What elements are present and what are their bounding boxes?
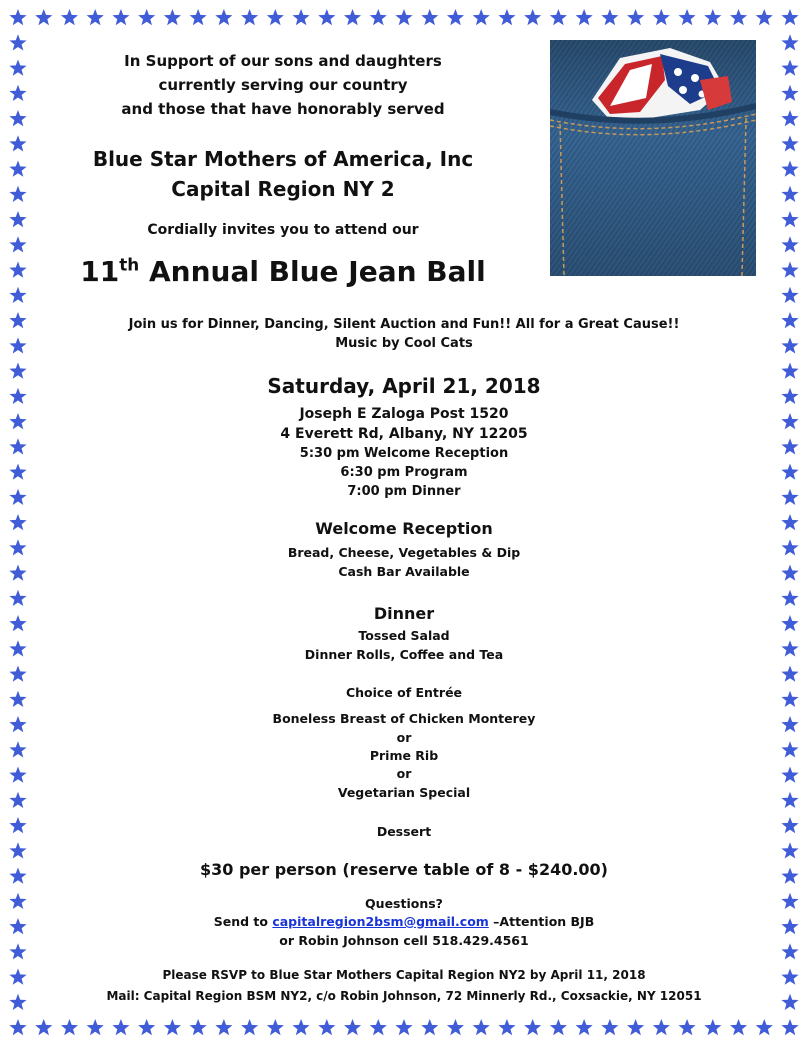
border-star-icon: [421, 1019, 438, 1035]
border-star-icon: [395, 1019, 412, 1035]
border-star-icon: [576, 9, 593, 25]
border-star-icon: [473, 1019, 490, 1035]
border-star-icon: [241, 9, 258, 25]
border-star-icon: [9, 135, 26, 151]
border-star-icon: [61, 9, 78, 25]
border-star-icon: [730, 1019, 747, 1035]
entree-choice-label: Choice of Entrée: [345, 685, 463, 700]
send-to-label: Send to: [213, 914, 273, 929]
border-star-icon: [781, 287, 798, 303]
border-star-icon: [781, 161, 798, 177]
invitation-line: Cordially invites you to attend our: [147, 222, 419, 238]
border-star-icon: [524, 1019, 541, 1035]
border-star-icon: [781, 666, 798, 682]
dinner-heading: Dinner: [373, 604, 435, 623]
schedule-dinner: 7:00 pm Dinner: [347, 484, 461, 499]
border-star-icon: [9, 287, 26, 303]
border-star-icon: [138, 1019, 155, 1035]
border-star-icon: [730, 9, 747, 25]
border-star-icon: [627, 9, 644, 25]
border-star-icon: [9, 186, 26, 202]
border-star-icon: [781, 85, 798, 101]
border-star-icon: [112, 9, 129, 25]
border-star-icon: [190, 1019, 207, 1035]
border-star-icon: [550, 9, 567, 25]
border-star-icon: [138, 9, 155, 25]
border-star-icon: [653, 9, 670, 25]
schedule-reception: 5:30 pm Welcome Reception: [299, 446, 509, 461]
border-star-icon: [679, 1019, 696, 1035]
border-star-icon: [9, 666, 26, 682]
border-star-icon: [87, 1019, 104, 1035]
border-star-icon: [9, 60, 26, 76]
border-star-icon: [627, 1019, 644, 1035]
reception-bar: Cash Bar Available: [338, 564, 470, 579]
org-chapter: Capital Region NY 2: [171, 177, 395, 201]
border-star-icon: [704, 9, 721, 25]
border-star-icon: [781, 186, 798, 202]
border-star-icon: [344, 9, 361, 25]
dessert-label: Dessert: [376, 824, 432, 839]
entree-prime-rib: Prime Rib: [369, 748, 439, 763]
event-title-text: Annual Blue Jean Ball: [139, 255, 486, 288]
border-star-icon: [9, 262, 26, 278]
border-star-icon: [318, 9, 335, 25]
border-star-icon: [781, 842, 798, 858]
border-star-icon: [781, 60, 798, 76]
border-star-icon: [447, 1019, 464, 1035]
border-star-icon: [473, 9, 490, 25]
border-star-icon: [653, 1019, 670, 1035]
border-star-icon: [524, 9, 541, 25]
border-star-icon: [61, 1019, 78, 1035]
dinner-rolls: Dinner Rolls, Coffee and Tea: [304, 647, 504, 662]
border-star-icon: [601, 9, 618, 25]
border-star-icon: [344, 1019, 361, 1035]
music-line: Music by Cool Cats: [335, 336, 473, 351]
border-star-icon: [781, 135, 798, 151]
questions-label: Questions?: [365, 896, 443, 911]
contact-phone: or Robin Johnson cell 518.429.4561: [279, 933, 529, 948]
support-line-3: and those that have honorably served: [121, 100, 445, 118]
border-star-icon: [9, 842, 26, 858]
contact-email-line: [0, 914, 808, 929]
border-star-icon: [293, 1019, 310, 1035]
border-star-icon: [601, 1019, 618, 1035]
event-title-number: 11: [80, 255, 120, 288]
rsvp-line: Please RSVP to Blue Star Mothers Capital Region NY2 by April 11, 2018: [162, 968, 646, 982]
border-star-icon: [781, 1019, 798, 1035]
entree-or-2: or: [396, 766, 412, 781]
entree-vegetarian: Vegetarian Special: [337, 785, 471, 800]
venue-address: 4 Everett Rd, Albany, NY 12205: [280, 426, 528, 442]
border-star-icon: [318, 1019, 335, 1035]
border-star-icon: [9, 9, 26, 25]
border-star-icon: [781, 262, 798, 278]
border-star-icon: [781, 211, 798, 227]
border-star-icon: [9, 211, 26, 227]
border-star-icon: [498, 9, 515, 25]
event-date: Saturday, April 21, 2018: [267, 374, 541, 398]
entree-or-1: or: [396, 730, 412, 745]
border-star-icon: [9, 110, 26, 126]
border-star-icon: [9, 34, 26, 50]
border-star-icon: [215, 1019, 232, 1035]
border-star-icon: [781, 236, 798, 252]
border-star-icon: [9, 161, 26, 177]
border-star-icon: [447, 9, 464, 25]
border-star-icon: [112, 1019, 129, 1035]
border-star-icon: [267, 1019, 284, 1035]
border-star-icon: [293, 9, 310, 25]
border-star-icon: [9, 236, 26, 252]
border-star-icon: [781, 110, 798, 126]
border-star-icon: [756, 9, 773, 25]
border-star-icon: [190, 9, 207, 25]
venue-name: Joseph E Zaloga Post 1520: [299, 406, 509, 422]
border-star-icon: [550, 1019, 567, 1035]
border-star-icon: [35, 1019, 52, 1035]
intro-line: Join us for Dinner, Dancing, Silent Auction and Fun!! All for a Great Cause!!: [128, 317, 680, 332]
event-title-ordinal: th: [119, 254, 140, 275]
dinner-salad: Tossed Salad: [358, 628, 450, 643]
border-star-icon: [395, 9, 412, 25]
border-star-icon: [756, 1019, 773, 1035]
border-star-icon: [704, 1019, 721, 1035]
border-star-icon: [781, 9, 798, 25]
border-star-icon: [498, 1019, 515, 1035]
entree-chicken: Boneless Breast of Chicken Monterey: [272, 711, 536, 726]
border-star-icon: [370, 1019, 387, 1035]
border-star-icon: [9, 1019, 26, 1035]
border-star-icon: [164, 9, 181, 25]
border-star-icon: [679, 9, 696, 25]
attention-label: –Attention BJB: [488, 914, 595, 929]
reception-food: Bread, Cheese, Vegetables & Dip: [287, 545, 521, 560]
border-star-icon: [267, 9, 284, 25]
border-star-icon: [87, 9, 104, 25]
org-name: Blue Star Mothers of America, Inc: [92, 147, 474, 171]
border-star-icon: [35, 9, 52, 25]
mailing-address: Mail: Capital Region BSM NY2, c/o Robin Johnson, 72 Minnerly Rd., Coxsackie, NY 12051: [106, 989, 702, 1003]
border-star-icon: [576, 1019, 593, 1035]
event-title: [40, 255, 526, 288]
border-star-icon: [9, 85, 26, 101]
border-star-icon: [421, 9, 438, 25]
border-star-icon: [781, 34, 798, 50]
reception-heading: Welcome Reception: [315, 519, 493, 538]
schedule-program: 6:30 pm Program: [340, 465, 468, 480]
ticket-price: $30 per person (reserve table of 8 - $240.00): [199, 860, 608, 879]
jeans-pocket-flag-image: [550, 40, 756, 276]
support-line-2: currently serving our country: [158, 76, 408, 94]
border-star-icon: [370, 9, 387, 25]
border-star-icon: [164, 1019, 181, 1035]
contact-email-link[interactable]: capitalregion2bsm@gmail.com: [272, 914, 489, 929]
support-line-1: In Support of our sons and daughters: [124, 52, 442, 70]
border-star-icon: [215, 9, 232, 25]
border-star-icon: [241, 1019, 258, 1035]
